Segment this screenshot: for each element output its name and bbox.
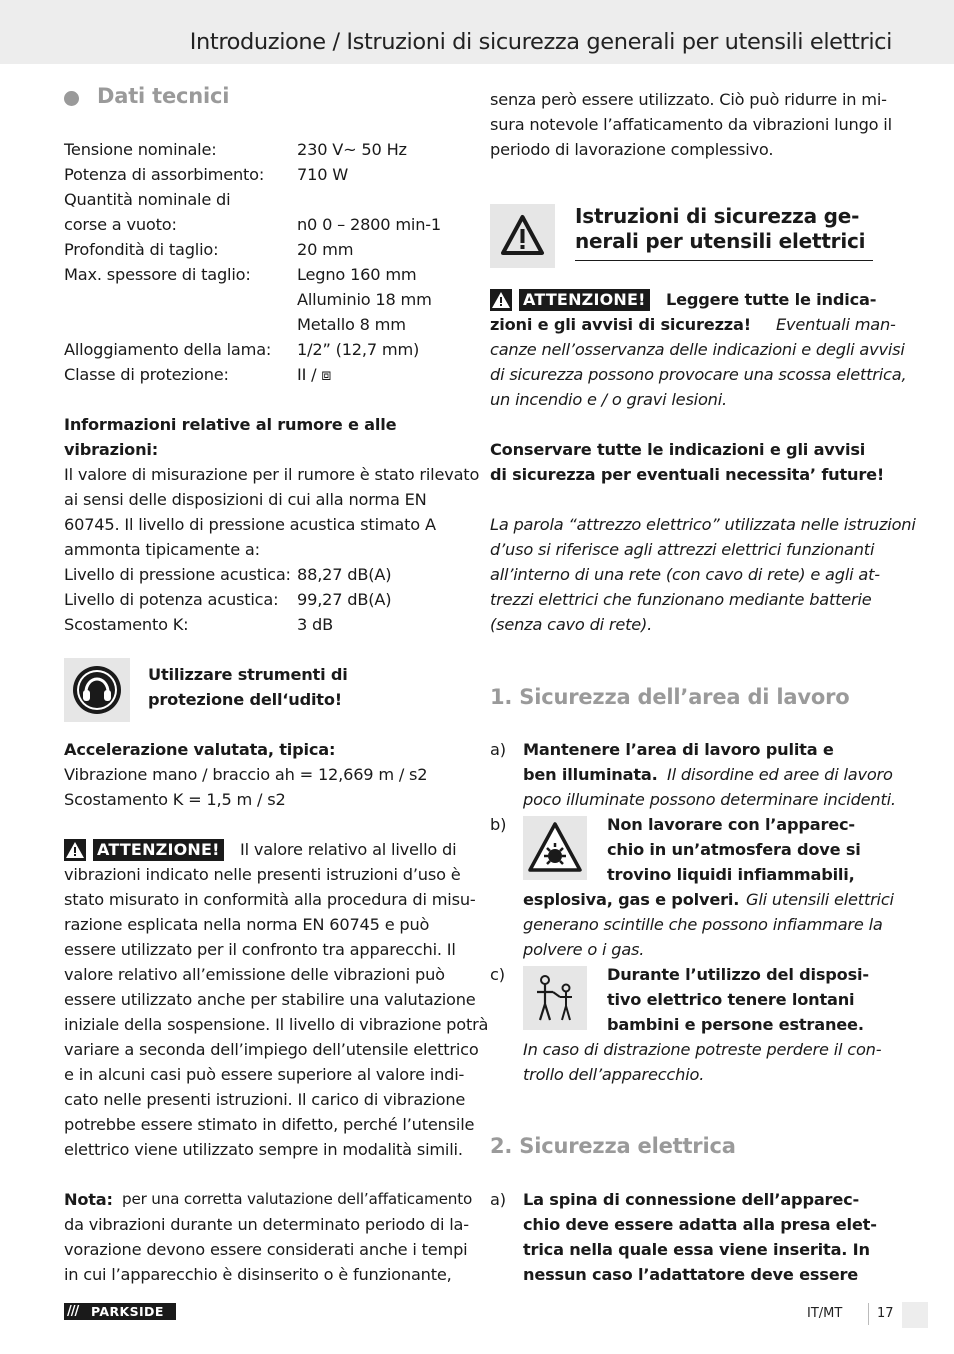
warn-text: Il valore relativo al livello di: [240, 840, 457, 859]
warn-text: potrebbe essere stimato in difetto, perché l’utensile: [64, 1115, 475, 1134]
item-b-italic: polvere o i gas.: [523, 940, 645, 959]
definition-text: (senza cavo di rete).: [490, 615, 653, 634]
spec-label: Potenza di assorbimento:: [64, 165, 265, 184]
noise-label: Livello di potenza acustica:: [64, 590, 279, 609]
spec-value: 710 W: [297, 165, 349, 184]
page-title: Introduzione / Istruzioni di sicurezza generali per utensili elettrici: [189, 29, 892, 55]
noise-label: Scostamento K:: [64, 615, 189, 634]
warn-text: stato misurato in conformità alla procedura di misu-: [64, 890, 476, 909]
warn-italic: Eventuali man-: [776, 315, 896, 334]
ear-text: protezione dell‘udito!: [148, 690, 342, 709]
keep-text: di sicurezza per eventuali necessita’ future!: [490, 465, 885, 484]
item-2a-bold: nessun caso l’adattatore deve essere: [523, 1265, 859, 1284]
keep-text: Conservare tutte le indicazioni e gli avvisi: [490, 440, 866, 459]
item-c-bold: bambini e persone estranee.: [607, 1015, 864, 1034]
nota-text: vorazione devono essere considerati anche i tempi: [64, 1240, 468, 1259]
spec-label: Quantità nominale di: [64, 190, 231, 209]
warn-text: e in alcuni casi può essere superiore al valore indi-: [64, 1065, 465, 1084]
spec-label: Max. spessore di taglio:: [64, 265, 251, 284]
spec-label: Tensione nominale:: [64, 140, 217, 159]
item-a-italic: Il disordine ed aree di lavoro: [667, 765, 893, 784]
explosion-hazard-icon: [523, 816, 587, 880]
warn-italic: un incendio e / o gravi lesioni.: [490, 390, 727, 409]
warning-badge: [64, 839, 224, 861]
spec-value: Alluminio 18 mm: [297, 290, 432, 309]
list-marker: b): [490, 815, 507, 834]
warning-triangle-icon: [64, 839, 86, 861]
spec-label: corse a vuoto:: [64, 215, 177, 234]
warning-label: ATTENZIONE!: [93, 839, 224, 861]
dati-tecnici-heading: Dati tecnici: [97, 84, 230, 108]
warn-bold: zioni e gli avvisi di sicurezza!: [490, 315, 751, 334]
warn-text: valore relativo all’emissione delle vibrazioni può: [64, 965, 445, 984]
spec-value: n0 0 – 2800 min-1: [297, 215, 441, 234]
ear-text: Utilizzare strumenti di: [148, 665, 348, 684]
warn-text: essere utilizzato per il confronto tra apparecchi. Il: [64, 940, 456, 959]
item-c-bold: tivo elettrico tenere lontani: [607, 990, 855, 1009]
item-b-bold: chio in un’atmosfera dove si: [607, 840, 861, 859]
item-c-italic: In caso di distrazione potreste perdere il con-: [523, 1040, 882, 1059]
heading-underline: [575, 260, 873, 261]
warn-text: elettrico viene utilizzato sempre in modalità simili.: [64, 1140, 463, 1159]
item-b-italic: generano scintille che possono infiammare la: [523, 915, 883, 934]
noise-label: Livello di pressione acustica:: [64, 565, 291, 584]
spec-value: 20 mm: [297, 240, 354, 259]
warn-text: cato nelle presenti istruzioni. Il carico di vibrazione: [64, 1090, 466, 1109]
spec-value: Metallo 8 mm: [297, 315, 406, 334]
spec-label: Alloggiamento della lama:: [64, 340, 272, 359]
keep-children-away-icon: [523, 966, 587, 1030]
warn-bold: Leggere tutte le indica-: [666, 290, 877, 309]
warn-text: variare a seconda dell’impiego dell’utensile elettrico: [64, 1040, 479, 1059]
noise-text: ai sensi delle disposizioni di cui alla norma EN: [64, 490, 427, 509]
spec-value: 1/2” (12,7 mm): [297, 340, 420, 359]
spec-value: 230 V~ 50 Hz: [297, 140, 407, 159]
bullet-dot-icon: [64, 91, 79, 106]
item-2a-bold: chio deve essere adatta alla presa elet-: [523, 1215, 877, 1234]
section-1-heading: 1. Sicurezza dell’area di lavoro: [490, 685, 850, 709]
warning-badge: [490, 289, 650, 311]
warn-italic: di sicurezza possono provocare una scossa elettrica,: [490, 365, 907, 384]
noise-value: 99,27 dB(A): [297, 590, 392, 609]
warn-text: vibrazioni indicato nelle presenti istruzioni d’uso è: [64, 865, 461, 884]
spec-label: Profondità di taglio:: [64, 240, 219, 259]
warn-text: iniziale della sospensione. Il livello di vibrazione potrà: [64, 1015, 489, 1034]
nota-text: per una corretta valutazione dell’affaticamento: [122, 1190, 473, 1208]
item-c-italic: trollo dell’apparecchio.: [523, 1065, 705, 1084]
nota-label: Nota:: [64, 1190, 113, 1209]
warn-text: razione esplicata nella norma EN 60745 e può: [64, 915, 430, 934]
page-tab: [902, 1302, 928, 1328]
noise-text: ammonta tipicamente a:: [64, 540, 260, 559]
section-2-heading: 2. Sicurezza elettrica: [490, 1134, 736, 1158]
spec-value: Legno 160 mm: [297, 265, 417, 284]
warning-triangle-icon: [490, 289, 512, 311]
definition-text: La parola “attrezzo elettrico” utilizzata nelle istruzioni: [490, 515, 916, 534]
warn-italic: canze nell’osservanza delle indicazioni e degli avvisi: [490, 340, 905, 359]
accel-heading: Accelerazione valutata, tipica:: [64, 740, 336, 759]
list-marker: a): [490, 740, 506, 759]
item-b-bold: esplosiva, gas e polveri.: [523, 890, 740, 909]
page-number: 17: [877, 1306, 894, 1321]
language-code: IT/MT: [807, 1306, 843, 1321]
safety-heading: Istruzioni di sicurezza ge-: [575, 204, 860, 228]
noise-heading: vibrazioni:: [64, 440, 159, 459]
item-a-bold: Mantenere l’area di lavoro pulita e: [523, 740, 834, 759]
ear-protection-icon: [64, 658, 130, 722]
logo-stripes-icon: ///: [67, 1304, 79, 1319]
list-marker: a): [490, 1190, 506, 1209]
brand-name: PARKSIDE: [91, 1304, 164, 1319]
item-b-italic: Gli utensili elettrici: [746, 890, 894, 909]
item-a-bold: ben illuminata.: [523, 765, 658, 784]
noise-text: 60745. Il livello di pressione acustica stimato A: [64, 515, 436, 534]
list-marker: c): [490, 965, 505, 984]
spec-label: Classe di protezione:: [64, 365, 229, 384]
safety-heading: nerali per utensili elettrici: [575, 229, 866, 253]
item-a-italic: poco illuminate possono determinare incidenti.: [523, 790, 896, 809]
page-header: [0, 0, 954, 64]
definition-text: trezzi elettrici che funzionano mediante batterie: [490, 590, 872, 609]
scost-line: Scostamento K = 1,5 m / s2: [64, 790, 286, 809]
definition-text: all’interno di una rete (con cavo di rete) e agli at-: [490, 565, 880, 584]
cont-text: senza però essere utilizzato. Ciò può ridurre in mi-: [490, 90, 887, 109]
nota-text: in cui l’apparecchio è disinserito o è funzionante,: [64, 1265, 452, 1284]
warning-label: ATTENZIONE!: [519, 289, 650, 311]
noise-heading: Informazioni relative al rumore e alle: [64, 415, 397, 434]
safety-warning-icon: [490, 204, 555, 268]
noise-value: 3 dB: [297, 615, 334, 634]
noise-text: Il valore di misurazione per il rumore è stato rilevato: [64, 465, 480, 484]
nota-text: da vibrazioni durante un determinato periodo di la-: [64, 1215, 469, 1234]
item-c-bold: Durante l’utilizzo del disposi-: [607, 965, 869, 984]
vib-line: Vibrazione mano / braccio ah = 12,669 m / s2: [64, 765, 428, 784]
item-2a-bold: La spina di connessione dell’apparec-: [523, 1190, 860, 1209]
noise-value: 88,27 dB(A): [297, 565, 392, 584]
item-b-bold: Non lavorare con l’apparec-: [607, 815, 855, 834]
item-b-bold: trovino liquidi infiammabili,: [607, 865, 855, 884]
parkside-logo: [64, 1303, 176, 1320]
item-2a-bold: trica nella quale essa viene inserita. In: [523, 1240, 870, 1259]
cont-text: sura notevole l’affaticamento da vibrazioni lungo il: [490, 115, 892, 134]
footer-divider: [868, 1303, 869, 1325]
spec-value: II / ⧈: [297, 365, 332, 384]
cont-text: periodo di lavorazione complessivo.: [490, 140, 774, 159]
warn-text: essere utilizzato anche per stabilire una valutazione: [64, 990, 476, 1009]
definition-text: d’uso si riferisce agli attrezzi elettrici funzionanti: [490, 540, 875, 559]
